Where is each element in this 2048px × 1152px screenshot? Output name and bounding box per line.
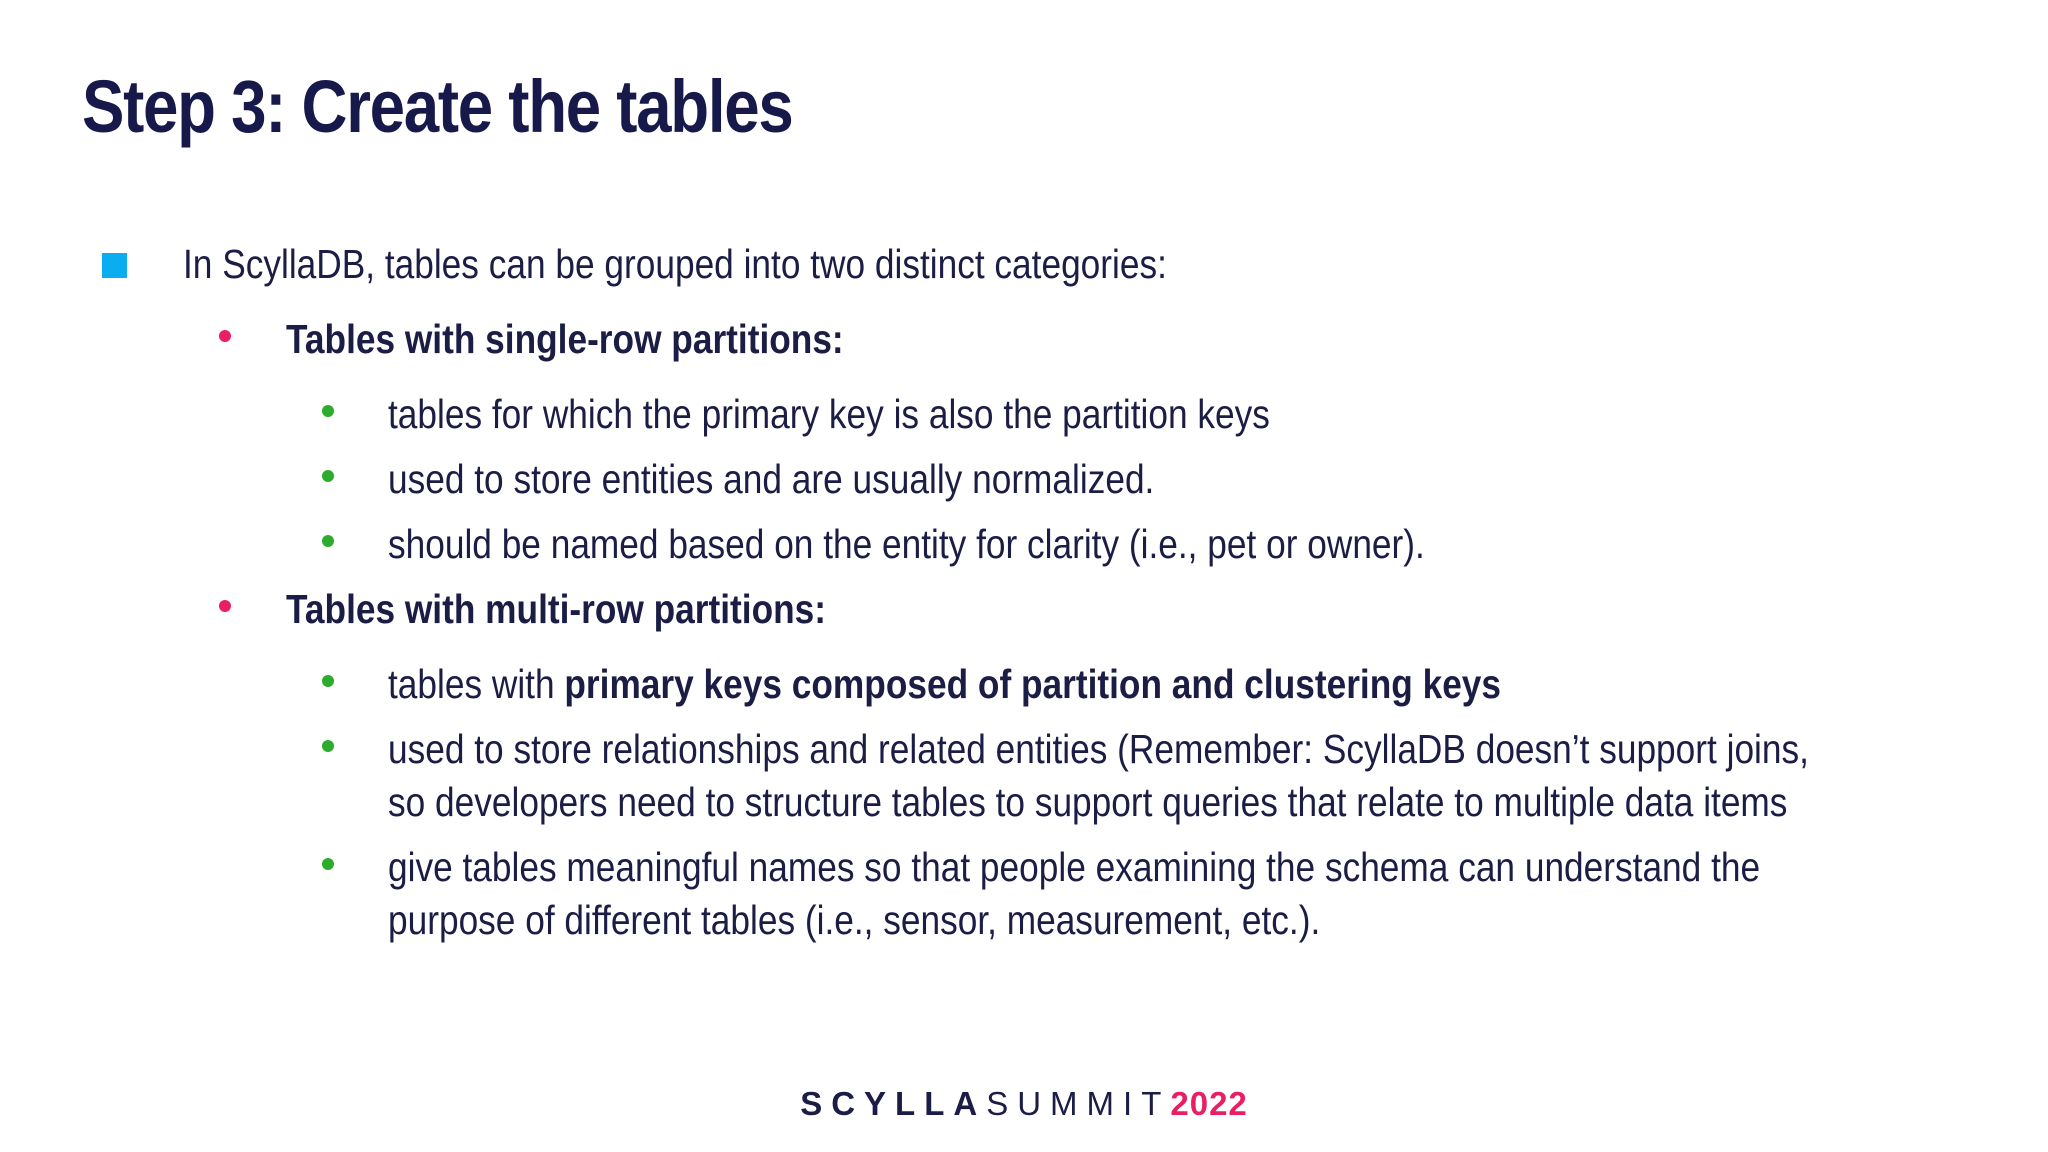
point-text-line: give tables meaningful names so that people examining the schema can understand the xyxy=(388,844,1761,890)
green-dot-bullet-icon xyxy=(322,858,334,870)
category-heading-single-row: Tables with single-row partitions: xyxy=(286,316,844,362)
point-text-line: purpose of different tables (i.e., sensor, measurement, etc.). xyxy=(388,897,1321,943)
footer-brand: SCYLLA xyxy=(800,1085,987,1122)
point-text-mixed xyxy=(388,657,1501,711)
square-bullet-icon xyxy=(102,253,127,278)
point-text-line: so developers need to structure tables to support queries that relate to multiple data items xyxy=(388,779,1788,825)
point-text: tables for which the primary key is also the partition keys xyxy=(388,391,1270,437)
pink-dot-bullet-icon xyxy=(219,330,231,342)
green-dot-bullet-icon xyxy=(322,535,334,547)
point-text-prefix: tables with xyxy=(388,661,565,707)
pink-dot-bullet-icon xyxy=(219,600,231,612)
footer-year: 2022 xyxy=(1170,1085,1248,1122)
green-dot-bullet-icon xyxy=(322,470,334,482)
category-heading-multi-row: Tables with multi-row partitions: xyxy=(286,586,827,632)
point-text: should be named based on the entity for clarity (i.e., pet or owner). xyxy=(388,521,1425,567)
footer-logo xyxy=(0,1082,2048,1126)
point-text: used to store entities and are usually normalized. xyxy=(388,456,1155,502)
intro-text: In ScyllaDB, tables can be grouped into two distinct categories: xyxy=(183,241,1167,287)
point-text-line: used to store relationships and related entities (Remember: ScyllaDB doesn’t support joins, xyxy=(388,726,1809,772)
point-text-emphasis: primary keys composed of partition and clustering keys xyxy=(564,661,1502,707)
green-dot-bullet-icon xyxy=(322,405,334,417)
green-dot-bullet-icon xyxy=(322,675,334,687)
slide-title: Step 3: Create the tables xyxy=(82,65,793,148)
footer-event: SUMMIT xyxy=(986,1085,1171,1122)
green-dot-bullet-icon xyxy=(322,740,334,752)
